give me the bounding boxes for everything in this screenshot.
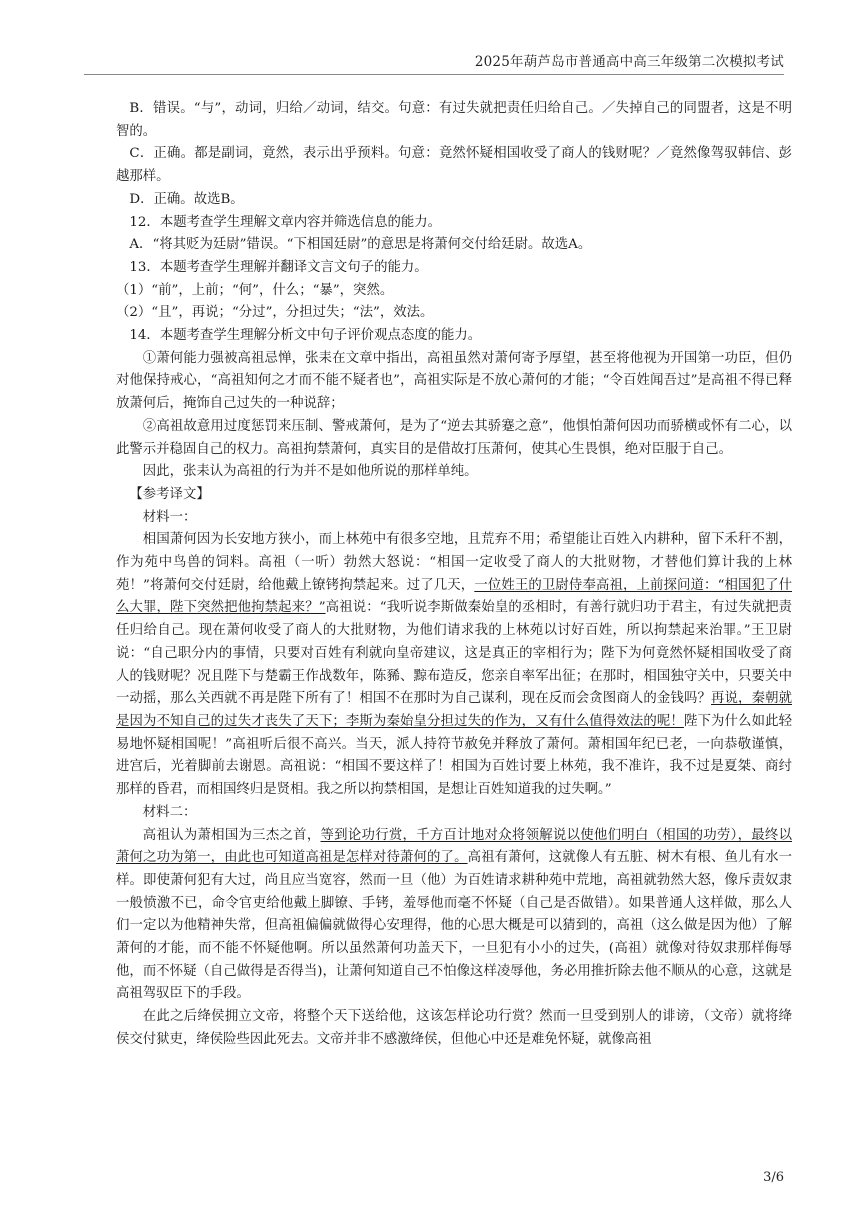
material-1-label: 材料一： bbox=[142, 509, 197, 525]
answer-c: C．正确。都是副词，竟然，表示出乎预料。句意：竟然怀疑相国收受了商人的钱财呢？／竟然像驾驭韩信、彭越那样。 bbox=[116, 146, 792, 185]
material-2-underlined-1: 等到论功行赏，千方百计地对众将领解说以使他们明白（相国的功劳），最终以萧何之功为第一，由此也可知道高祖是怎样对待萧何的了。 bbox=[116, 827, 792, 866]
material-2-text-b: 高祖有萧何，这就像人有五脏、树木有根、鱼儿有水一样。即使萧何犯有大过，尚且应当宽容，然而一旦（他）为百姓请求耕种苑中荒地，高祖就勃然大怒，像斥责奴隶一般愤激不已，命令官吏给他戴上脚镣、手铐，羞辱他而毫不怀疑（自己是否做错）。如果普通人这样做，那么人们一定以为他精神失常，但高祖偏偏就做得心安理得，他的心思大概是可以猜到的，高祖（这么做是因为他）了解萧何的才能，而不能不怀疑他啊。所以虽然萧何功盖天下，一旦犯有小小的过失，(高祖）就像对待奴隶那样侮辱他，而不怀疑（自己做得是否得当)，让萧何知道自己不怕像这样凌辱他，务必用推折除去他不顺从的心意，这就是高祖驾驭臣下的手段。 bbox=[116, 850, 793, 1002]
material-2-paragraph-2: 在此之后绛侯拥立文帝，将整个天下送给他，这该怎样论功行赏？然而一旦受到别人的诽谤，（文帝）就将绛侯交付狱吏，绛侯险些因此死去。文帝并非不感激绛侯，但他心中还是难免怀疑，就像高祖 bbox=[116, 1009, 792, 1047]
question-12-answer: A．“将其贬为廷尉”错误。“下相国廷尉”的意思是将萧何交付给廷尉。故选A。 bbox=[129, 237, 592, 253]
material-1-text-c: 陛下为什么如此轻易地怀疑相国呢！”高祖听后很不高兴。当天，派人持符节赦免并释放了萧何。萧相国年纪已老，一向恭敬谨慎，进宫后，光着脚前去谢恩。高祖说：“相国不要这样了！相国为百姓讨要上林苑，我不准许，我不过是夏桀、商纣那样的昏君，而相国终归是贤相。我之所以拘禁相国，是想让百姓知道我的过失啊。” bbox=[116, 713, 793, 798]
page-header: 2025年葫芦岛市普通高中高三年级第二次模拟考试 bbox=[474, 54, 784, 70]
question-14-point-1: ①萧何能力强被高祖忌惮，张耒在文章中指出，高祖虽然对萧何寄予厚望，甚至将他视为开国第一功臣，但仍对他保持戒心，“高祖知何之才而不能不疑者也”，高祖实际是不放心萧何的才能；“令百姓闻吾过”是高祖不得已释放萧何后，掩饰自己过失的一种说辞； bbox=[116, 350, 792, 412]
question-14: 14．本题考查学生理解分析文中句子评价观点态度的能力。 bbox=[129, 328, 482, 344]
question-13-part-2: （2）“且”，再说；“分过”，分担过失；“法”，效法。 bbox=[116, 305, 434, 321]
material-2-paragraph bbox=[116, 825, 792, 1007]
material-1-text-b: 高祖说：“我听说李斯做秦始皇的丞相时，有善行就归功于君主，有过失就把责任归给自己。现在萧何收受了商人的大批财物，为他们请求我的上林苑以讨好百姓，所以拘禁起来治罪。”王卫尉说：“自己职分内的事情，只要对百姓有利就向皇帝建议，这是真正的宰相行为；陛下为何竟然怀疑相国收受了商人的钱财呢？况且陛下与楚霸王作战数年，陈豨、黥布造反，您亲自率军出征；在那时，相国独守关中，只要关中一动摇，那么关西就不再是陛下所有了！相国不在那时为自己谋利，现在反而会贪图商人的金钱吗？ bbox=[116, 600, 792, 707]
question-14-conclusion: 因此，张耒认为高祖的行为并不是如他所说的那样单纯。 bbox=[142, 464, 478, 480]
page-number: 3/6 bbox=[763, 1170, 784, 1185]
material-1-paragraph bbox=[116, 529, 792, 801]
document-body bbox=[116, 98, 792, 1052]
material-1-underlined-2: 再说，秦朝就是因为不知自己的过失才丧失了天下；李斯为秦始皇分担过失的作为，又有什么值得效法的呢！ bbox=[116, 691, 793, 729]
material-1-underlined-1: 一位姓王的卫尉侍奉高祖，上前探问道：“相国犯了什么大罪，陛下突然把他拘禁起来？” bbox=[116, 577, 792, 616]
question-12: 12．本题考查学生理解文章内容并筛选信息的能力。 bbox=[129, 214, 442, 230]
translation-heading: 【参考译文】 bbox=[129, 486, 210, 502]
question-13-part-1: （1）“前”，上前；“何”，什么；“暴”，突然。 bbox=[116, 282, 394, 298]
answer-b: B．错误。“与”，动词，归给／动词，结交。句意：有过失就把责任归给自己。／失掉自己的同盟者，这是不明智的。 bbox=[116, 101, 792, 139]
answer-d: D．正确。故选B。 bbox=[129, 191, 244, 207]
question-13: 13．本题考查学生理解并翻译文言文句子的能力。 bbox=[129, 259, 428, 275]
material-2-label: 材料二： bbox=[142, 804, 197, 820]
question-14-point-2: ②高祖故意用过度惩罚来压制、警戒萧何，是为了“逆去其骄蹇之意”，他惧怕萧何因功而骄横或怀有二心，以此警示并稳固自己的权力。高祖拘禁萧何，真实目的是借故打压萧何，使其心生畏惧，绝对臣服于自己。 bbox=[116, 418, 792, 457]
material-2-text-a: 高祖认为萧相国为三杰之首， bbox=[142, 827, 321, 843]
header-rule bbox=[84, 74, 784, 75]
material-1-text-a: 相国萧何因为长安地方狭小，而上林苑中有很多空地，且荒弃不用；希望能让百姓入内耕种，留下禾秆不割，作为苑中鸟兽的饲料。高祖（一听）勃然大怒说：“相国一定收受了商人的大批财物，才替他们算计我的上林苑！”将萧何交付廷尉，给他戴上镣铐拘禁起来。过了几天， bbox=[116, 532, 792, 593]
